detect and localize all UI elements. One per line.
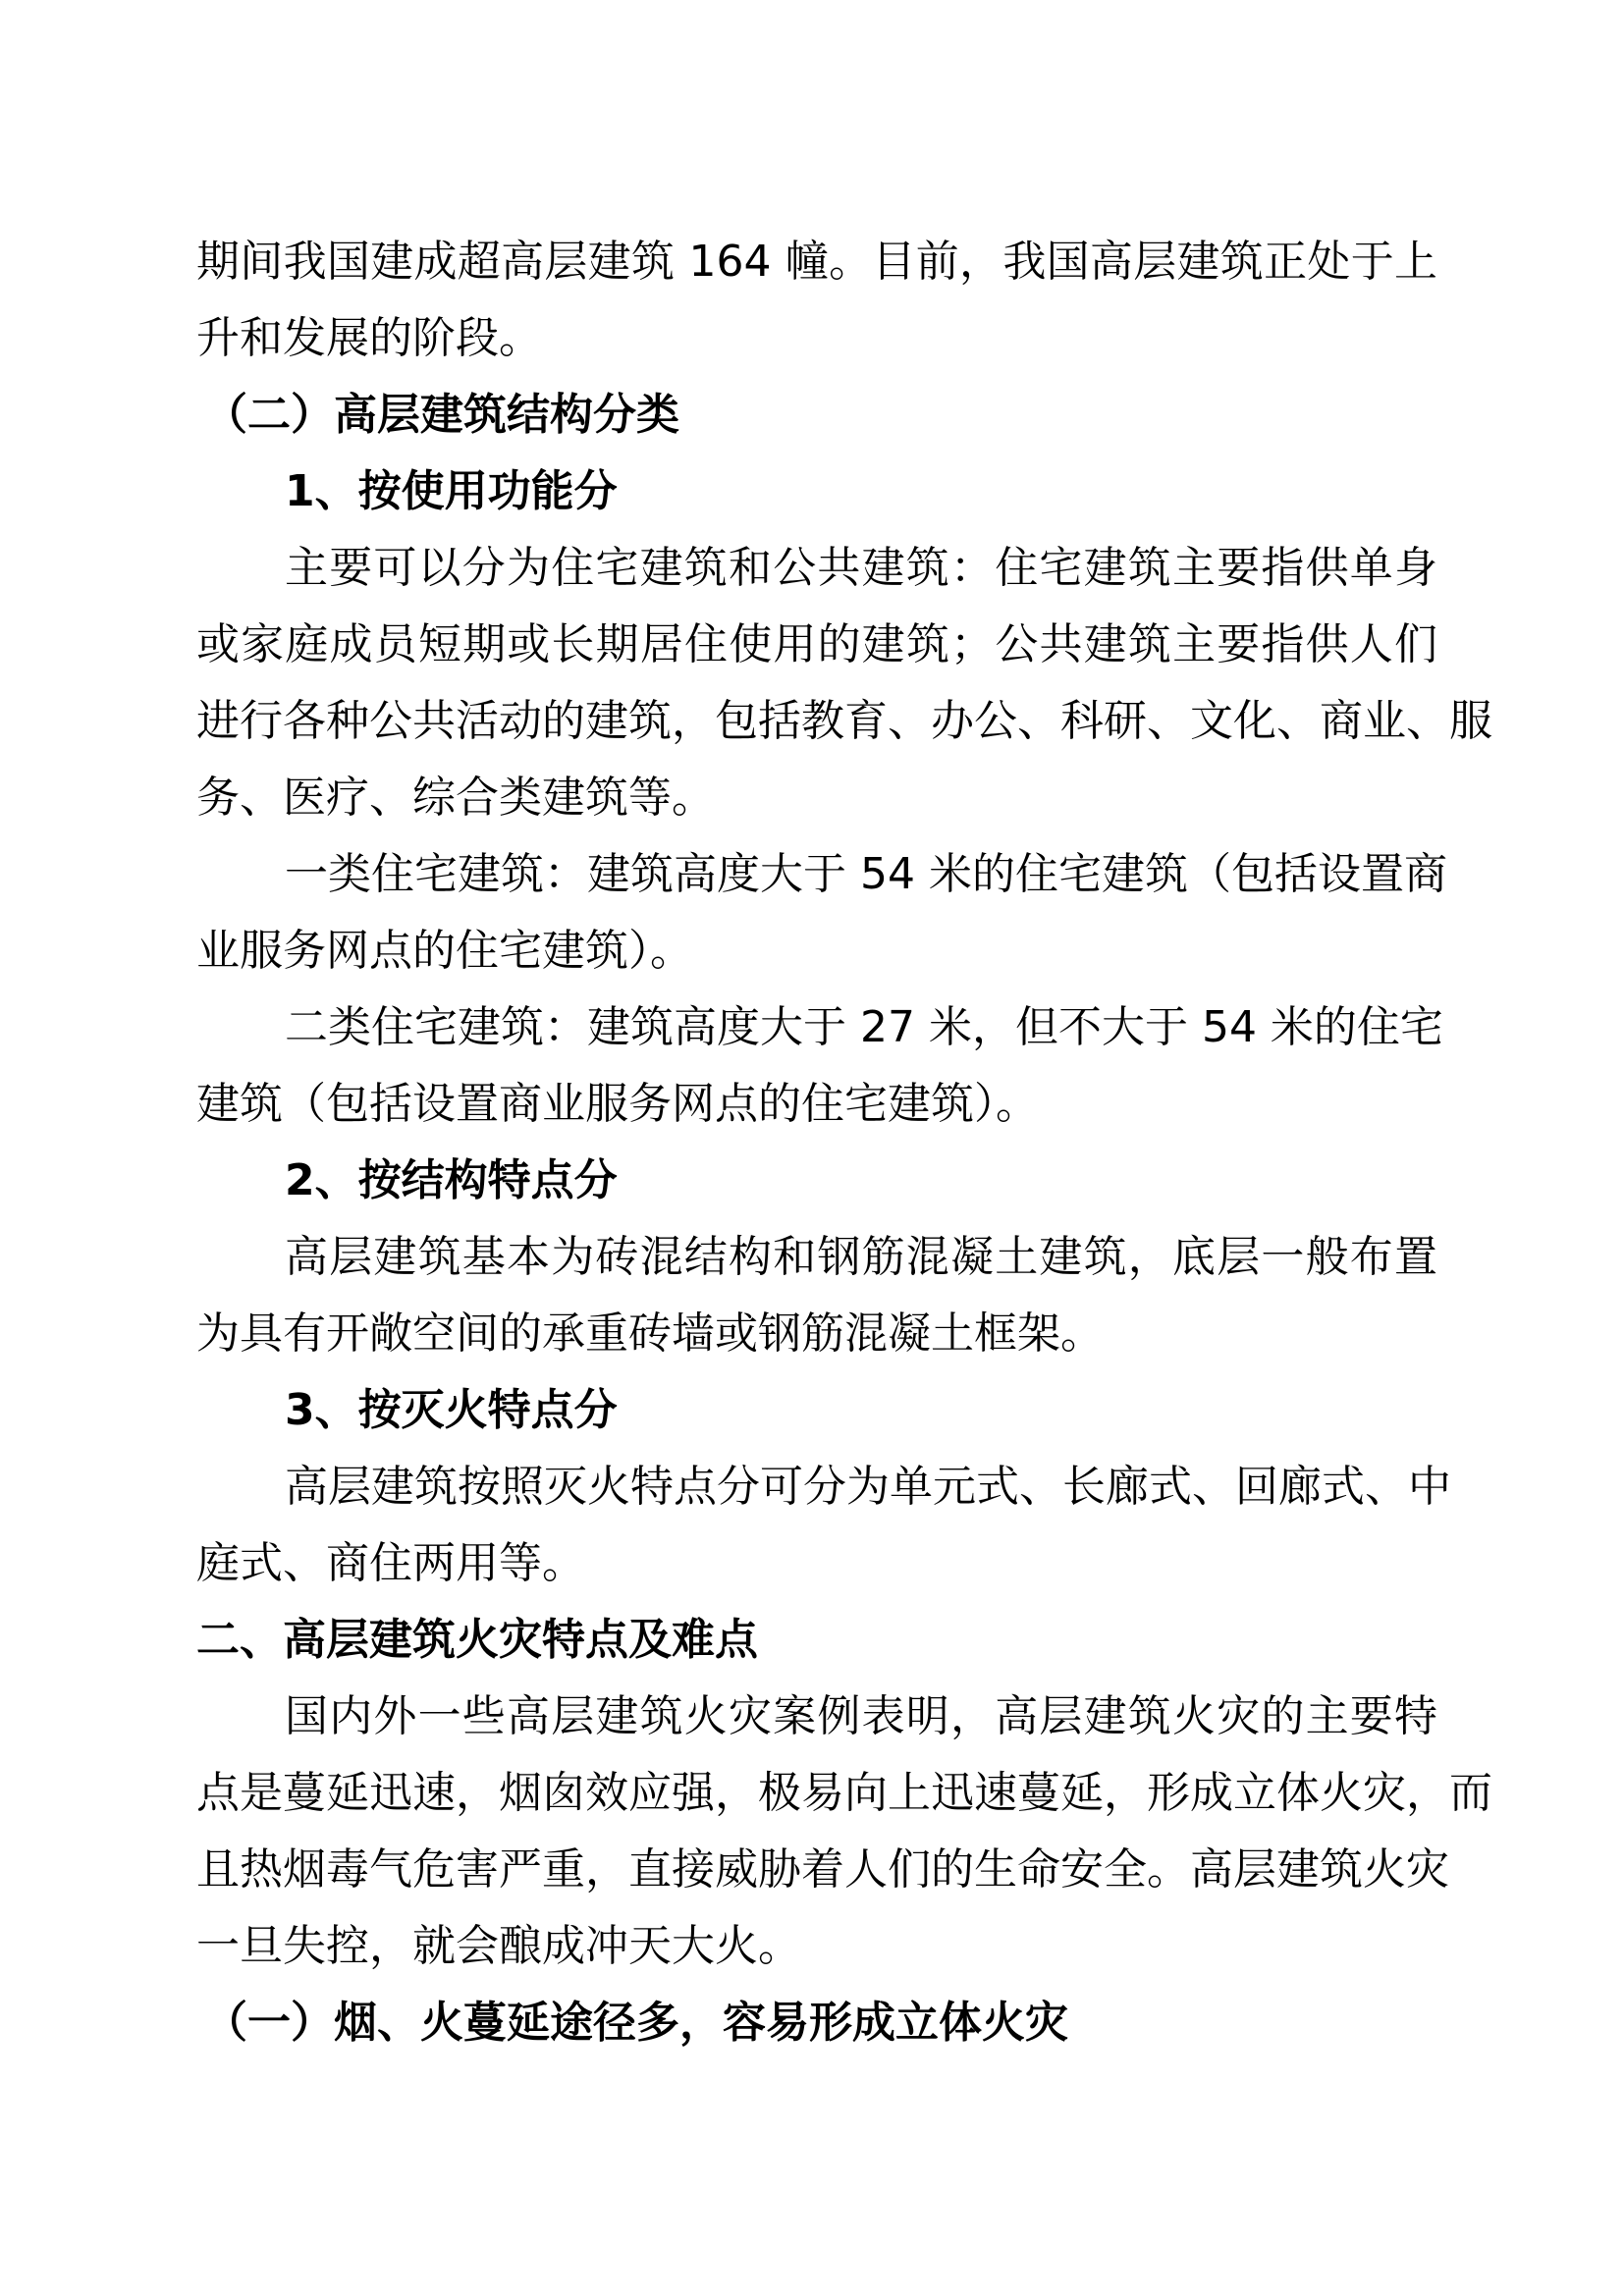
paragraph-line: 高层建筑基本为砖混结构和钢筋混凝土建筑，底层一般布置 [285,1232,1437,1282]
paragraph-line: 务、医疗、综合类建筑等。 [196,773,715,823]
paragraph-line: 期间我国建成超高层建筑 164 幢。目前，我国高层建筑正处于上 [196,237,1437,287]
paragraph-line: 主要可以分为住宅建筑和公共建筑：住宅建筑主要指供单身 [285,543,1437,593]
sub-subsection-heading: 1、按使用功能分 [285,466,618,516]
subsection-heading: （一）烟、火蔓延途径多，容易形成立体火灾 [204,1998,1068,2048]
sub-subsection-heading: 2、按结构特点分 [285,1155,618,1205]
paragraph-line: 高层建筑按照灭火特点分可分为单元式、长廊式、回廊式、中 [285,1462,1451,1512]
paragraph-line: 庭式、商住两用等。 [196,1538,585,1588]
paragraph-line: 或家庭成员短期或长期居住使用的建筑；公共建筑主要指供人们 [196,619,1437,669]
paragraph-line: 业服务网点的住宅建筑）。 [196,926,693,976]
section-heading: 二、高层建筑火灾特点及难点 [196,1615,758,1665]
paragraph-line: 升和发展的阶段。 [196,313,542,363]
paragraph-line: 一旦失控，就会酿成冲天大火。 [196,1921,801,1971]
sub-subsection-heading: 3、按灭火特点分 [285,1385,618,1435]
paragraph-line: 二类住宅建筑：建筑高度大于 27 米，但不大于 54 米的住宅 [285,1002,1443,1052]
paragraph-line: 国内外一些高层建筑火灾案例表明，高层建筑火灾的主要特 [285,1691,1437,1741]
subsection-heading: （二）高层建筑结构分类 [204,390,679,440]
paragraph-line: 且热烟毒气危害严重，直接威胁着人们的生命安全。高层建筑火灾 [196,1844,1449,1895]
document-page [196,224,1492,2061]
paragraph-line: 一类住宅建筑：建筑高度大于 54 米的住宅建筑（包括设置商 [285,849,1447,899]
paragraph-line: 点是蔓延迅速，烟囱效应强，极易向上迅速蔓延，形成立体火灾，而 [196,1768,1492,1818]
paragraph-line: 进行各种公共活动的建筑，包括教育、办公、科研、文化、商业、服 [196,696,1492,746]
paragraph-line: 为具有开敞空间的承重砖墙或钢筋混凝土框架。 [196,1308,1104,1359]
paragraph-line: 建筑（包括设置商业服务网点的住宅建筑）。 [196,1079,1039,1129]
